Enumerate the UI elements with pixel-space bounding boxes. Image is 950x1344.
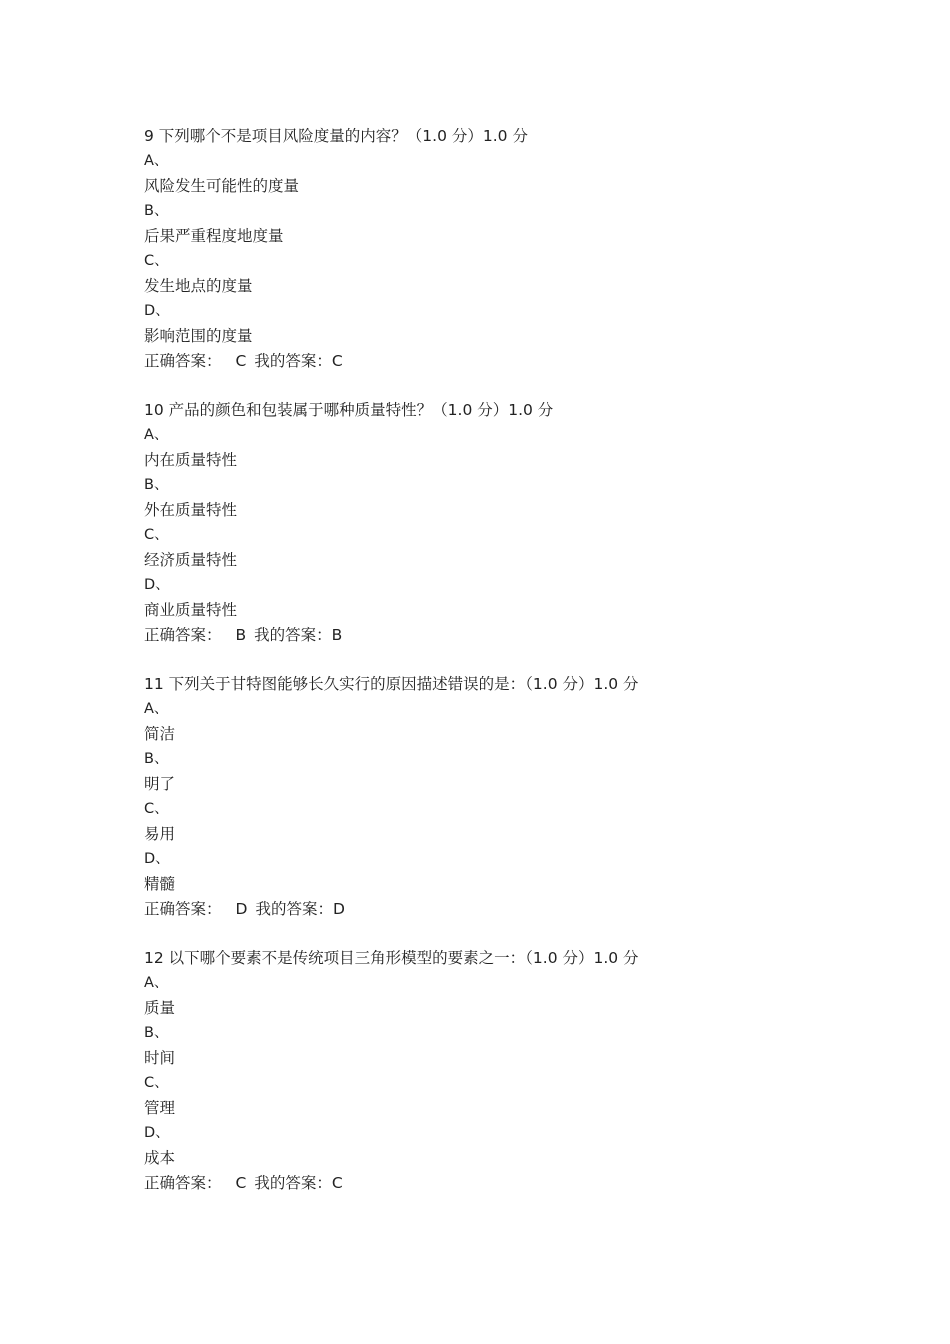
option-text-b: 时间 (144, 1049, 176, 1067)
option-text-c: 经济质量特性 (144, 551, 238, 569)
option-letter-b: B、 (144, 477, 169, 493)
my-answer-value: B (331, 626, 343, 644)
option-letter-d: D、 (144, 851, 170, 867)
option-letter-b: B、 (144, 751, 169, 767)
option-text-a: 内在质量特性 (144, 451, 238, 469)
option-text-c: 易用 (144, 825, 176, 843)
correct-answer-value: C (235, 352, 247, 370)
question-10 (144, 398, 824, 648)
correct-answer-label: 正确答案： (144, 626, 222, 644)
my-answer-label: 我的答案： (254, 352, 332, 370)
my-answer-label: 我的答案： (254, 626, 332, 644)
my-answer-value: C (331, 352, 343, 370)
my-answer-value: D (332, 900, 345, 918)
option-letter-a: A、 (144, 427, 169, 443)
option-text-d: 商业质量特性 (144, 601, 238, 619)
option-letter-c: C、 (144, 253, 169, 269)
document-page (144, 124, 824, 1220)
my-answer-label: 我的答案： (254, 1174, 332, 1192)
option-text-b: 明了 (144, 775, 176, 793)
correct-answer-label: 正确答案： (144, 1174, 222, 1192)
question-title: 10 产品的颜色和包装属于哪种质量特性？（1.0 分）1.0 分 (144, 401, 554, 419)
option-letter-a: A、 (144, 975, 169, 991)
question-11 (144, 672, 824, 922)
question-12 (144, 946, 824, 1196)
answer-line (144, 897, 824, 922)
option-letter-c: C、 (144, 1075, 169, 1091)
option-letter-a: A、 (144, 153, 169, 169)
correct-answer-value: D (235, 900, 248, 918)
question-9 (144, 124, 824, 374)
option-text-a: 质量 (144, 999, 176, 1017)
option-text-d: 成本 (144, 1149, 176, 1167)
my-answer-value: C (331, 1174, 343, 1192)
question-title: 12 以下哪个要素不是传统项目三角形模型的要素之一：（1.0 分）1.0 分 (144, 949, 639, 967)
question-title: 9 下列哪个不是项目风险度量的内容？（1.0 分）1.0 分 (144, 127, 528, 145)
option-letter-b: B、 (144, 203, 169, 219)
my-answer-label: 我的答案： (255, 900, 333, 918)
correct-answer-value: B (235, 626, 247, 644)
option-letter-b: B、 (144, 1025, 169, 1041)
correct-answer-label: 正确答案： (144, 352, 222, 370)
option-text-a: 简洁 (144, 725, 176, 743)
option-text-b: 外在质量特性 (144, 501, 238, 519)
correct-answer-label: 正确答案： (144, 900, 222, 918)
option-text-d: 精髓 (144, 875, 176, 893)
option-letter-d: D、 (144, 577, 170, 593)
option-letter-d: D、 (144, 303, 170, 319)
option-text-d: 影响范围的度量 (144, 327, 253, 345)
option-text-c: 管理 (144, 1099, 176, 1117)
option-text-b: 后果严重程度地度量 (144, 227, 284, 245)
answer-line (144, 623, 824, 648)
option-letter-d: D、 (144, 1125, 170, 1141)
option-letter-c: C、 (144, 801, 169, 817)
option-text-a: 风险发生可能性的度量 (144, 177, 300, 195)
correct-answer-value: C (235, 1174, 247, 1192)
question-title: 11 下列关于甘特图能够长久实行的原因描述错误的是：（1.0 分）1.0 分 (144, 675, 639, 693)
answer-line (144, 1171, 824, 1196)
option-letter-c: C、 (144, 527, 169, 543)
answer-line (144, 349, 824, 374)
option-text-c: 发生地点的度量 (144, 277, 253, 295)
option-letter-a: A、 (144, 701, 169, 717)
